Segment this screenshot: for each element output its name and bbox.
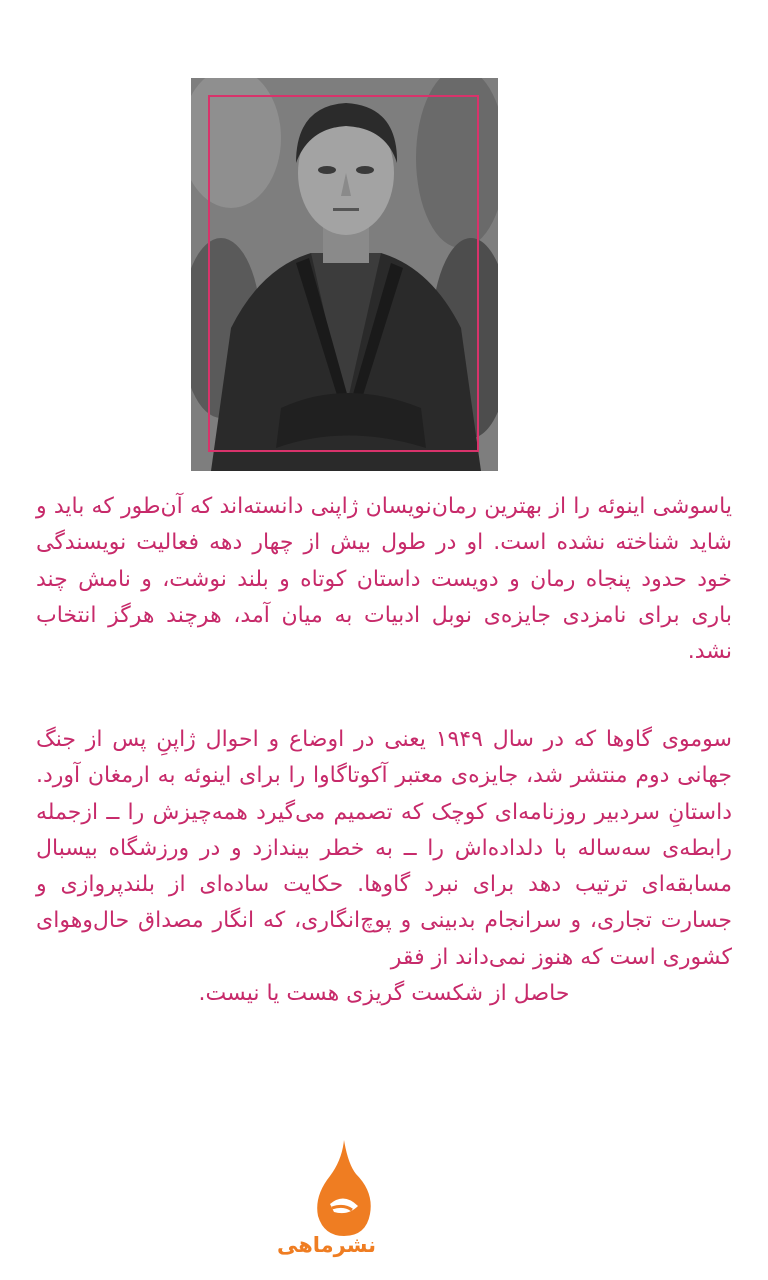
book-paragraph-body: سوموی گاوها که در سال ۱۹۴۹ یعنی در اوضاع و احوال ژاپنِ پس از جنگ جهانی دوم منتشر شد، جایزه‌ی معتبر آکوتاگاوا را برای اینوئه به ارمغان آورد. داستانِ سردبیر روزنامه‌ای کوچک که تصمیم می‌گیرد همه‌چیزش را ــ ازجمله رابطه‌ی سه‌ساله با دلداده‌اش را ــ به خطر بیندازد و در ورزشگاه بیسبال مسابقه‌ای ترتیب دهد برای نبرد گاوها. حکایت ساده‌ای از بلندپروازی و جسارت تجاری، و سرانجام بدبینی و پوچ‌انگاری، که انگار مصداق حال‌وهوای کشوری است که هنوز نمی‌داند از فقر — [36, 727, 732, 970]
publisher-name: نشرماهی — [276, 1233, 376, 1257]
book-paragraph-last-line: حاصل از شکست گریزی هست یا نیست. — [198, 981, 570, 1007]
intro-paragraph: یاسوشی اینوئه را از بهترین رمان‌نویسان ژاپنی دانسته‌اند که آن‌طور که باید و شاید شناخته نشده است. او در طول بیش از چهار دهه فعالیت نویسندگی خود حدود پنجاه رمان و دویست داستان کوتاه و بلند نوشت، و نامش چند باری برای نامزدی جایزه‌ی نوبل ادبیات به میان آمد، هرچند هرگز انتخاب نشد. — [36, 494, 732, 665]
book-paragraph — [36, 722, 732, 1012]
photo-frame — [208, 95, 479, 452]
author-photo — [191, 78, 498, 471]
